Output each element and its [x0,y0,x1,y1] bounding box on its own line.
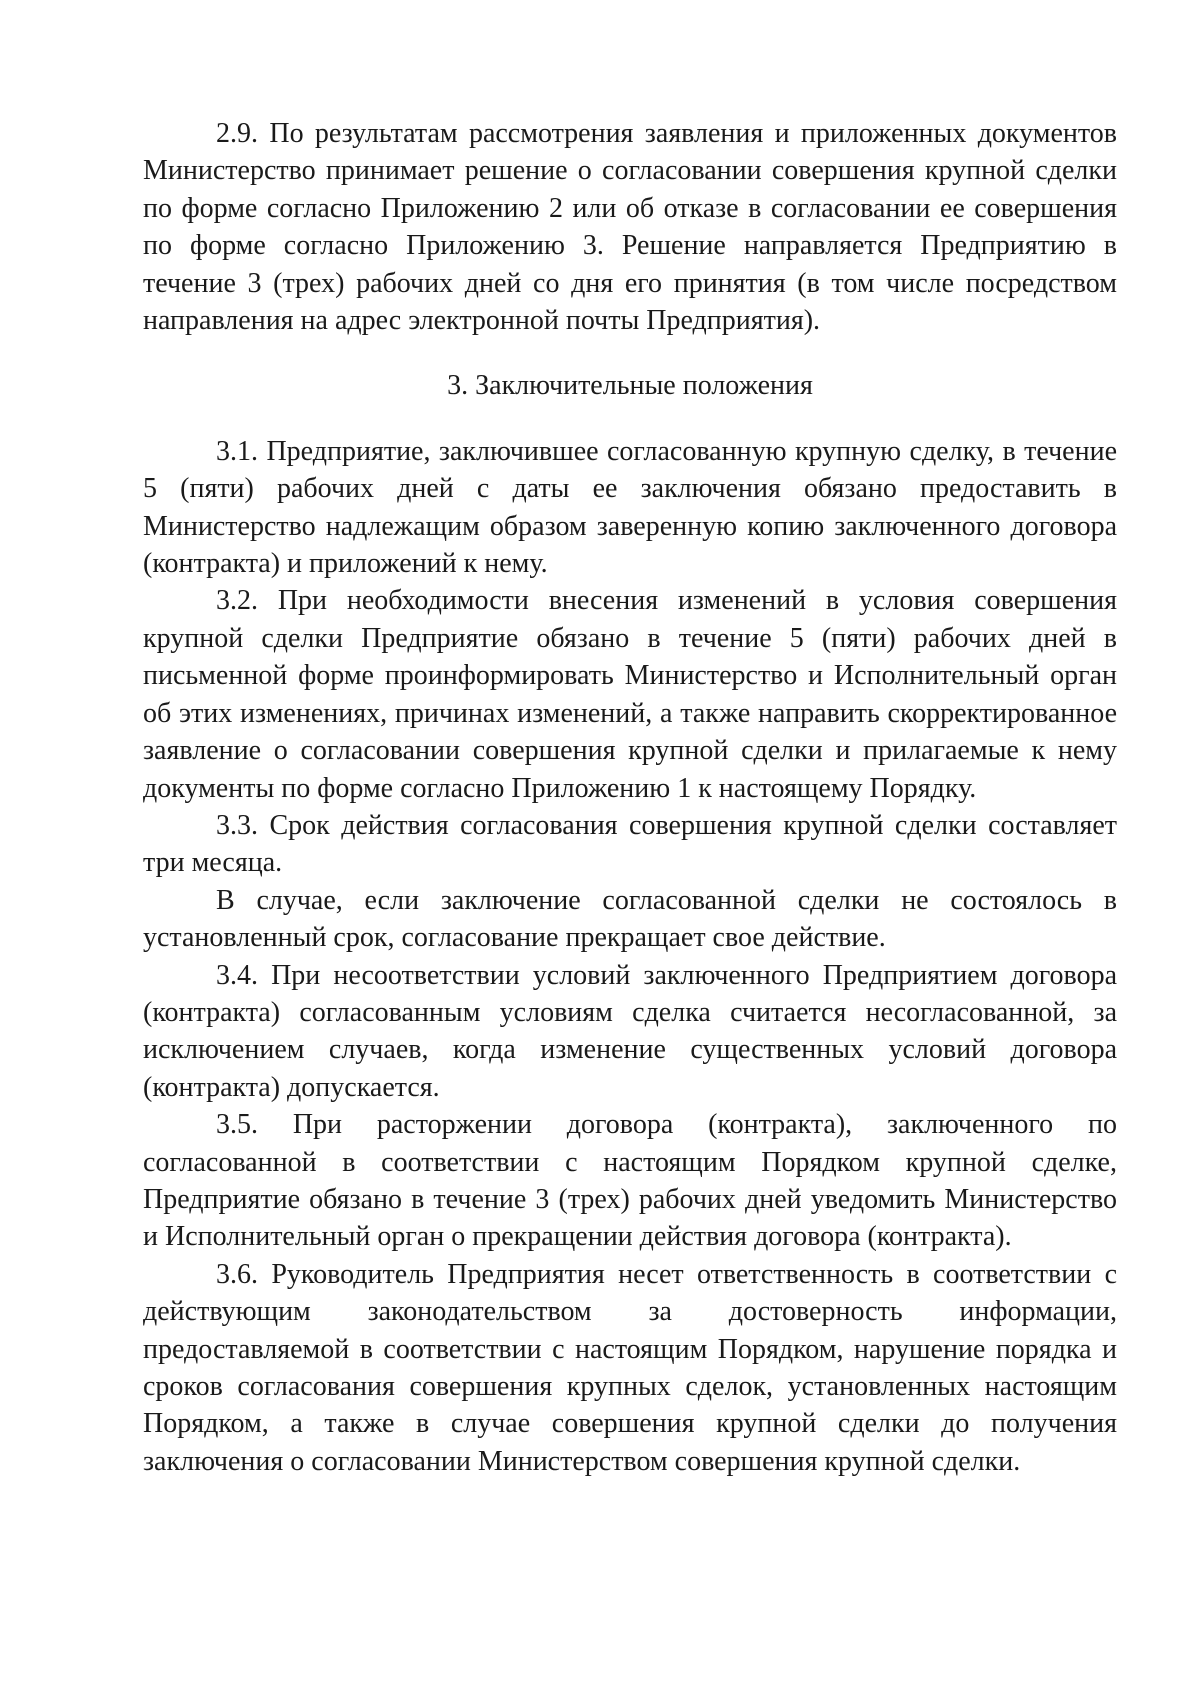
paragraph-3-2: 3.2. При необходимости внесения изменений в условия совершения крупной сделки Предприятие обязано в течение 5 (пяти) рабочих дней в письменной форме проинформировать Министерство и Исполнительный орган об этих изменениях, причинах изменений, а также направить скорректированное заявление о согласовании совершения крупной сделки и прилагаемые к нему документы по форме согласно Приложению 1 к настоящему Порядку. [143,585,1117,804]
paragraph-3-6: 3.6. Руководитель Предприятия несет ответственность в соответствии с действующим законодательством за достоверность информации, предоставляемой в соответствии с настоящим Порядком, нарушение порядка и сроков согласования совершения крупных сделок, установленных настоящим Порядком, а также в случае совершения крупной сделки до получения заключения о согласовании Министерством совершения крупной сделки. [143,1258,1117,1477]
section-heading: 3. Заключительные положения [447,370,813,402]
paragraph-3-1: 3.1. Предприятие, заключившее согласованную крупную сделку, в течение 5 (пяти) рабочих дней с даты ее заключения обязано предоставить в Министерство надлежащим образом заверенную копию заключенного договора (контракта) и приложений к нему. [143,435,1117,580]
paragraph-3-3: 3.3. Срок действия согласования совершения крупной сделки составляет три месяца. [143,809,1117,879]
paragraph-3-4: 3.4. При несоответствии условий заключенного Предприятием договора (контракта) согласованным условиям сделка считается несогласованной, за исключением случаев, когда изменение существенных условий договора (контракта) допускается. [143,959,1117,1103]
paragraph-3-5: 3.5. При расторжении договора (контракта), заключенного по согласованной в соответствии с настоящим Порядком крупной сделке, Предприятие обязано в течение 3 (трех) рабочих дней уведомить Министерство и Исполнительный орган о прекращении действия договора (контракта). [143,1109,1117,1253]
paragraph-3-3-continuation: В случае, если заключение согласованной сделки не состоялось в установленный срок, согласование прекращает свое действие. [143,884,1117,954]
paragraph-2-9: 2.9. По результатам рассмотрения заявления и приложенных документов Министерство принимает решение о согласовании совершения крупной сделки по форме согласно Приложению 2 или об отказе в согласовании ее совершения по форме согласно Приложению 3. Решение направляется Предприятию в течение 3 (трех) рабочих дней со дня его принятия (в том числе посредством направления на адрес электронной почты Предприятия). [143,118,1117,337]
document-body [143,115,1117,1480]
